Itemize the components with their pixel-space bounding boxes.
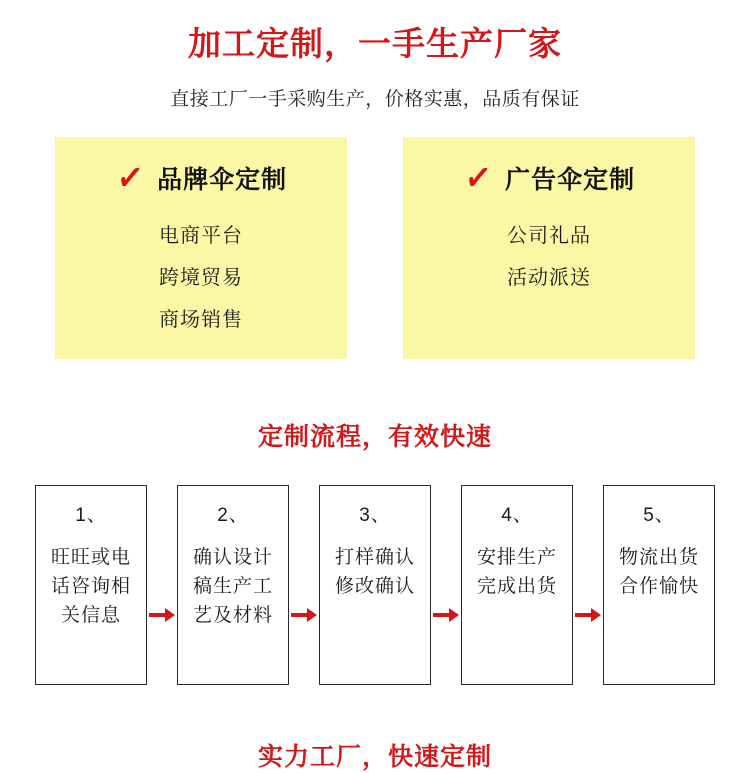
step-text: 物流出货合作愉快: [618, 546, 699, 598]
list-item: 商场销售: [159, 308, 243, 331]
list-item: 电商平台: [159, 224, 243, 247]
flow-diagram: [0, 485, 750, 685]
flow-step-2: [177, 485, 289, 685]
step-number: 4、: [501, 504, 533, 526]
panel-header: [55, 155, 347, 201]
step-number: 5、: [643, 504, 675, 526]
footer-slogan: 实力工厂，快速定制: [257, 742, 492, 771]
arrow-right-icon: [289, 607, 319, 623]
step-text: 安排生产完成出货: [476, 546, 557, 598]
service-panels: [0, 137, 750, 359]
panel-item-list: [403, 215, 695, 299]
step-text: 旺旺或电话咨询相关信息: [50, 546, 131, 627]
panel-header: [403, 155, 695, 201]
flow-step-3: [319, 485, 431, 685]
flow-step-5: [603, 485, 715, 685]
check-mark-icon: ✓: [462, 154, 494, 200]
step-number: 1、: [75, 504, 107, 526]
flow-step-1: [35, 485, 147, 685]
check-mark-icon: ✓: [114, 154, 146, 200]
service-panel-advertising: [403, 137, 695, 359]
page-subtitle: 直接工厂一手采购生产，价格实惠，品质有保证: [170, 88, 580, 110]
panel-title: 广告伞定制: [505, 165, 636, 194]
service-panel-brand: [55, 137, 347, 359]
arrow-right-icon: [573, 607, 603, 623]
list-item: 跨境贸易: [159, 266, 243, 289]
step-number: 3、: [359, 504, 391, 526]
page-title: 加工定制，一手生产厂家: [188, 25, 562, 62]
list-item: 公司礼品: [507, 224, 591, 247]
arrow-right-icon: [147, 607, 177, 623]
step-number: 2、: [217, 504, 249, 526]
list-item: 活动派送: [507, 266, 591, 289]
panel-item-list: [55, 215, 347, 341]
step-text: 打样确认修改确认: [334, 546, 415, 598]
panel-title: 品牌伞定制: [157, 165, 288, 194]
flow-section-title: 定制流程，有效快速: [257, 422, 492, 451]
flow-step-4: [461, 485, 573, 685]
step-text: 确认设计稿生产工艺及材料: [192, 546, 273, 627]
arrow-right-icon: [431, 607, 461, 623]
